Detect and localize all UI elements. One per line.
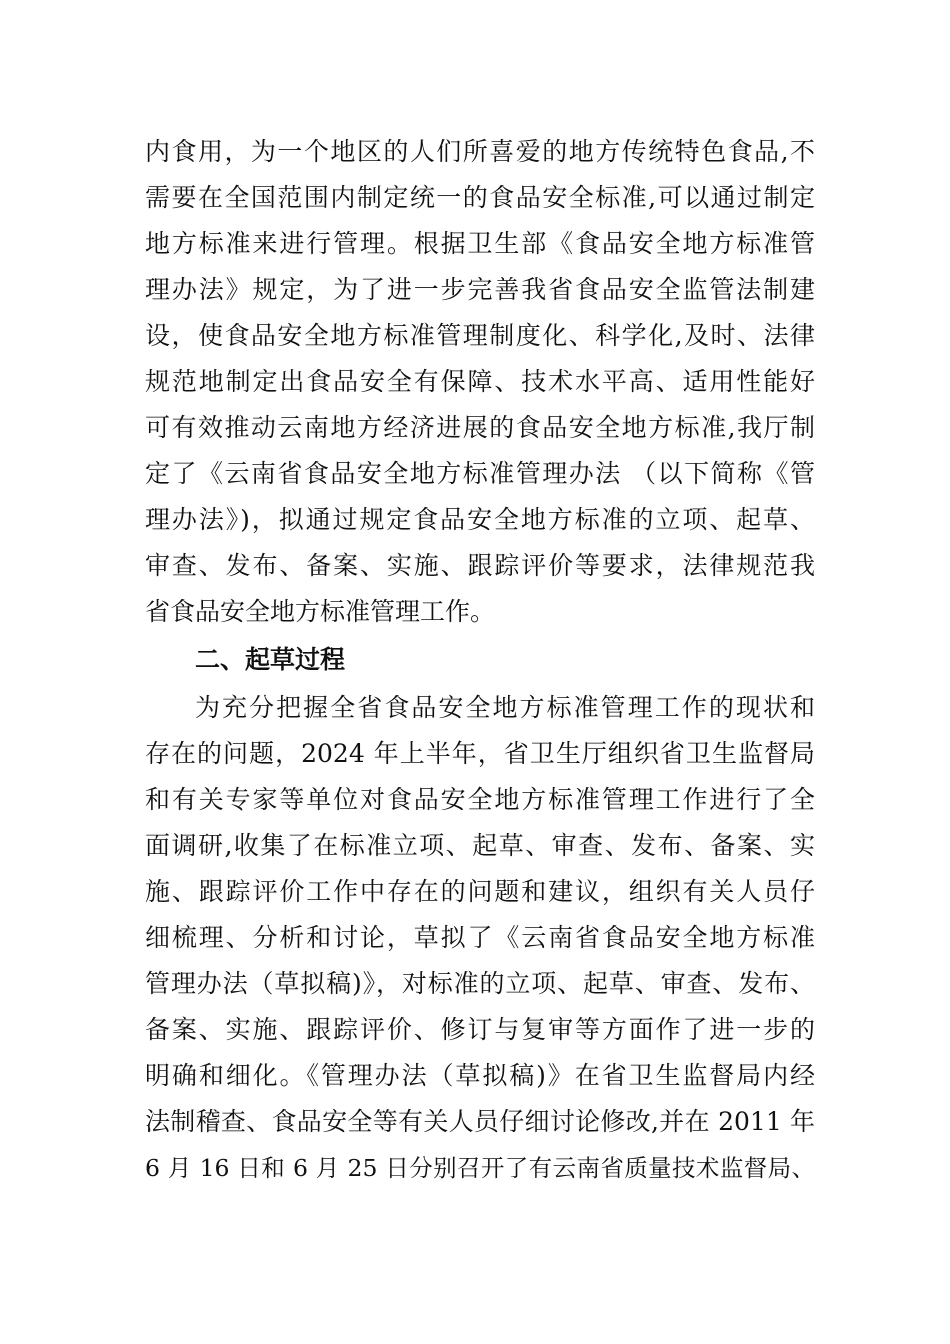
paragraph-line: 需要在全国范围内制定统一的食品安全标准,可以通过制定 xyxy=(145,183,815,212)
paragraph-line: 明确和细化。《管理办法（草拟稿)》在省卫生监督局内经 xyxy=(145,1061,815,1090)
paragraph-line: 6 月 16 日和 6 月 25 日分别召开了有云南省质量技术监督局、 xyxy=(145,1154,815,1182)
paragraph-line: 理办法》)，拟通过规定食品安全地方标准的立项、起草、 xyxy=(145,505,815,534)
paragraph-line: 设，使食品安全地方标准管理制度化、科学化,及时、法律 xyxy=(145,321,815,350)
paragraph-line: 法制稽查、食品安全等有关人员仔细讨论修改,并在 2011 年 xyxy=(145,1107,815,1136)
paragraph-line: 地方标准来进行管理。根据卫生部《食品安全地方标准管 xyxy=(145,229,815,258)
paragraph-line: 和有关专家等单位对食品安全地方标准管理工作进行了全 xyxy=(145,785,815,814)
paragraph-line: 内食用，为一个地区的人们所喜爱的地方传统特色食品,不 xyxy=(145,137,815,166)
paragraph-line: 省食品安全地方标准管理工作。 xyxy=(145,597,496,626)
paragraph-line: 为充分把握全省食品安全地方标准管理工作的现状和 xyxy=(195,693,815,722)
paragraph-line: 可有效推动云南地方经济进展的食品安全地方标准,我厅制 xyxy=(145,413,815,442)
paragraph-line: 存在的问题，2024 年上半年，省卫生厅组织省卫生监督局 xyxy=(145,739,815,768)
paragraph-line: 规范地制定出食品安全有保障、技术水平高、适用性能好 xyxy=(145,367,815,396)
paragraph-line: 细梳理、分析和讨论，草拟了《云南省食品安全地方标准 xyxy=(145,923,815,952)
paragraph-line: 定了《云南省食品安全地方标准管理办法 （以下简称《管 xyxy=(145,459,815,488)
paragraph-line: 备案、实施、跟踪评价、修订与复审等方面作了进一步的 xyxy=(145,1015,815,1044)
paragraph-line: 管理办法（草拟稿)》，对标准的立项、起草、审查、发布、 xyxy=(145,969,815,998)
paragraph-line: 审查、发布、备案、实施、跟踪评价等要求，法律规范我 xyxy=(145,551,815,580)
paragraph-line: 理办法》规定，为了进一步完善我省食品安全监管法制建 xyxy=(145,275,815,304)
paragraph-line: 施、跟踪评价工作中存在的问题和建议，组织有关人员仔 xyxy=(145,877,815,906)
paragraph-line: 面调研,收集了在标准立项、起草、审查、发布、备案、实 xyxy=(145,831,815,860)
section-heading: 二、起草过程 xyxy=(195,645,346,674)
